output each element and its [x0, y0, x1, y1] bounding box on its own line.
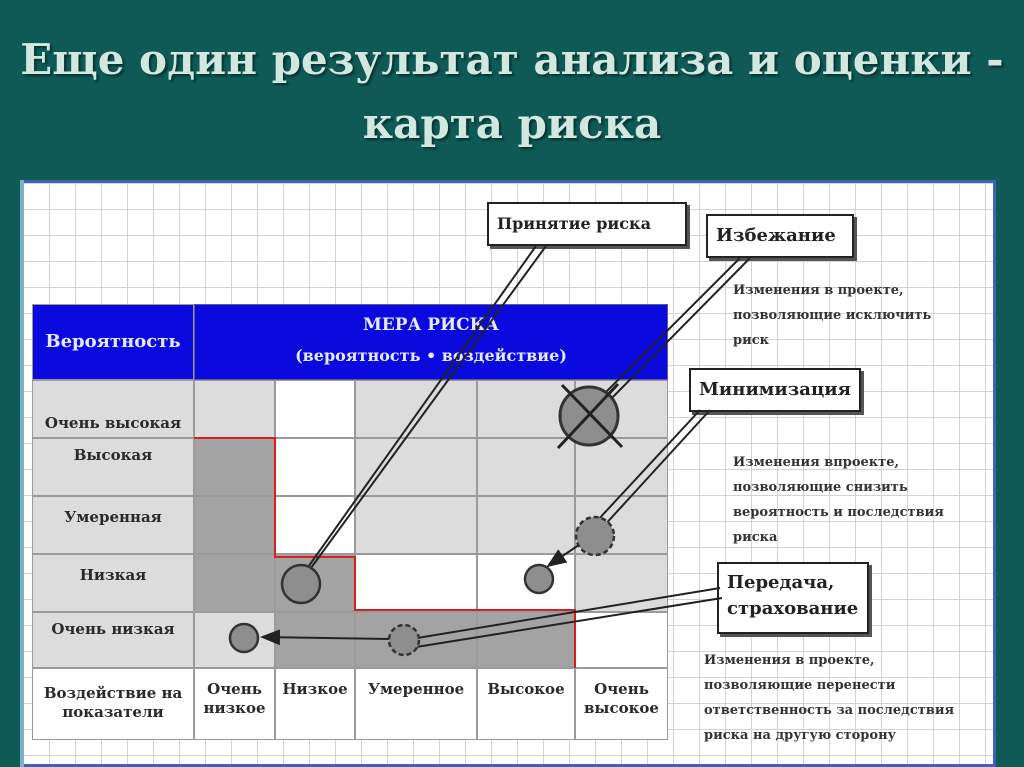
slide-title: Еще один результат анализа и оценки - карта риска — [20, 35, 1004, 148]
row-label-high: Высокая — [73, 446, 153, 464]
row-label-moderate: Умеренная — [64, 508, 162, 526]
column-label-high: Высокое — [487, 680, 565, 698]
connector-avoidance — [608, 258, 750, 402]
arrow-transfer — [262, 637, 392, 639]
note-transfer: Изменения в проекте, позволяющие перенести ответственность за последствия риска на другую сторону — [704, 653, 955, 743]
avoided-risk-marker — [558, 384, 622, 448]
connector-transfer — [410, 598, 722, 648]
callout-minimization: Минимизация — [689, 368, 861, 412]
column-label-low: Низкое — [282, 680, 348, 698]
risk-marker-before-transfer — [389, 625, 419, 655]
risk-marker-after-transfer — [230, 624, 258, 652]
note-avoidance: Изменения в проекте, позволяющие исключить риск — [733, 283, 932, 348]
row-label-very-high: Очень высокая — [44, 414, 182, 432]
column-label-moderate: Умеренное — [367, 680, 465, 698]
callout-risk-acceptance: Принятие риска — [487, 202, 687, 246]
connector-acceptance — [308, 246, 546, 572]
risk-marker-after-minimization — [525, 565, 553, 593]
callout-transfer: Передача, страхование — [717, 562, 869, 634]
column-label-very-high: Очень высокое — [584, 680, 659, 717]
risk-measure-title: МЕРА РИСКА — [362, 315, 499, 335]
connector-minimization — [602, 410, 710, 528]
row-label-low: Низкая — [79, 566, 147, 584]
risk-marker-before-minimization — [576, 517, 614, 555]
callout-avoidance: Избежание — [706, 214, 854, 258]
row-label-very-low: Очень низкая — [51, 620, 175, 638]
probability-header: Вероятность — [45, 331, 181, 352]
connector-transfer — [405, 588, 720, 640]
risk-measure-formula: (вероятность • воздействие) — [295, 346, 567, 365]
impact-header: Воздействие на показатели — [43, 684, 183, 721]
risk-marker-accepted — [282, 565, 320, 603]
note-minimization: Изменения впроекте, позволяющие снизить вероятность и последствия риска — [733, 455, 944, 545]
column-label-very-low: Очень низкое — [203, 680, 266, 717]
connector-acceptance — [301, 246, 536, 577]
connector-avoidance — [600, 258, 740, 398]
